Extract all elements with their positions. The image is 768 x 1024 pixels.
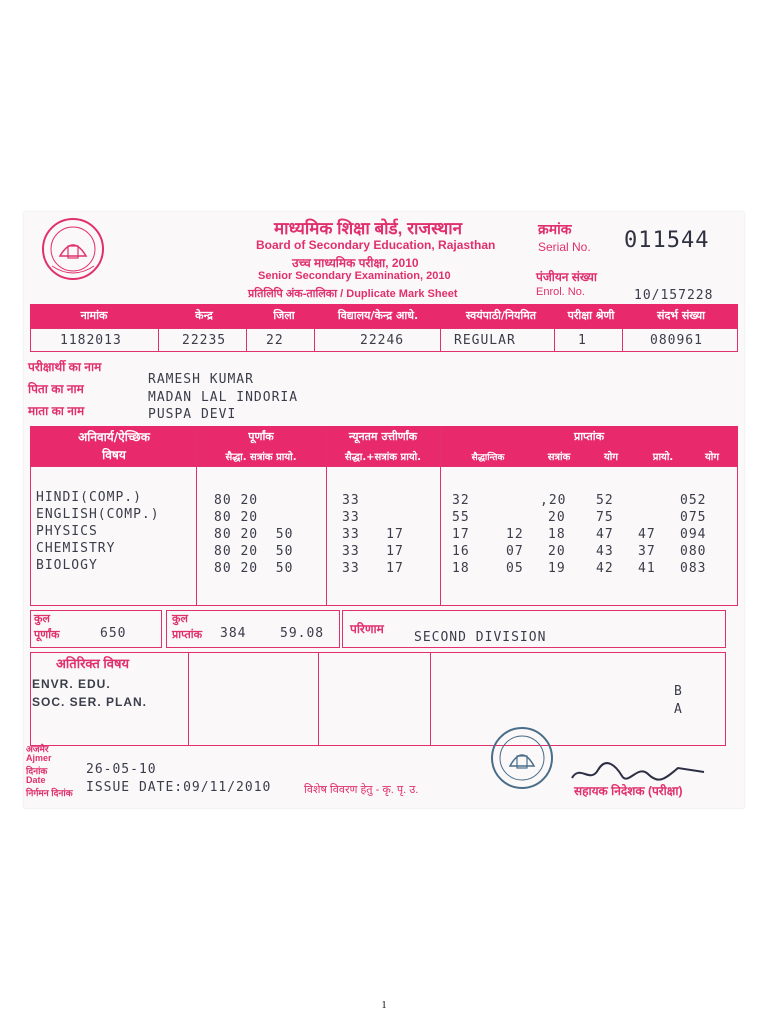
- min-marks: 33 17: [342, 527, 404, 542]
- total-obtained-label-2: प्राप्तांक: [172, 629, 203, 641]
- school-code: 22246: [360, 333, 405, 348]
- obtained-grand-total: योग: [704, 452, 720, 463]
- board-name-hindi: माध्यमिक शिक्षा बोर्ड, राजस्थान: [274, 219, 463, 238]
- exam-class: 1: [578, 333, 587, 348]
- header-class: परीक्षा श्रेणी: [567, 309, 615, 322]
- max-marks: 80 20: [214, 493, 259, 508]
- date-hindi: दिनांक: [26, 766, 48, 776]
- header-roll-no: नामांक: [80, 309, 108, 322]
- total-max-marks: 650: [100, 626, 127, 641]
- centre-code: 22235: [182, 333, 227, 348]
- candidate-name: RAMESH KUMAR: [148, 372, 254, 387]
- obtained-practical-mark: 47: [638, 527, 656, 542]
- candidate-name-label: परीक्षार्थी का नाम: [28, 360, 102, 374]
- min-marks: 33 17: [342, 544, 404, 559]
- obtained-total-mark: 080: [680, 544, 707, 559]
- additional-grade: B: [674, 684, 683, 699]
- enrol-number: 10/157228: [634, 288, 714, 303]
- father-name-label: पिता का नाम: [28, 382, 84, 396]
- header-regular: स्वयंपाठी/नियमित: [465, 309, 537, 322]
- obtained-sessional-mark: ,20: [540, 493, 567, 508]
- max-marks-sub: सैद्धा. सत्रांक प्रायो.: [225, 452, 297, 463]
- subject-label: विषय: [102, 448, 126, 462]
- min-marks-sub: सैद्धा.+सत्रांक प्रायो.: [344, 452, 422, 463]
- sheet-type: प्रतिलिपि अंक-तालिका / Duplicate Mark Sheet: [248, 288, 458, 300]
- enrol-label-english: Enrol. No.: [536, 286, 585, 298]
- obtained-theory-mark-2: 12: [506, 527, 524, 542]
- district-code: 22: [266, 333, 284, 348]
- result-division: SECOND DIVISION: [414, 630, 547, 645]
- serial-number: 011544: [624, 228, 710, 253]
- father-name: MADAN LAL INDORIA: [148, 390, 299, 405]
- obtained-sessional-mark: 20: [548, 544, 566, 559]
- obtained-theory-mark-2: 05: [506, 561, 524, 576]
- obtained-total-mark: 052: [680, 493, 707, 508]
- date-value: 26-05-10: [86, 762, 157, 777]
- mother-name: PUSPA DEVI: [148, 407, 237, 422]
- exam-name-hindi: उच्च माध्यमिक परीक्षा, 2010: [292, 256, 419, 270]
- subject-name: HINDI(COMP.): [36, 490, 142, 505]
- max-marks: 80 20 50: [214, 544, 294, 559]
- obtained-theory-mark: 16: [452, 544, 470, 559]
- serial-label-hindi: क्रमांक: [538, 221, 572, 237]
- board-emblem-icon: [40, 216, 106, 282]
- obtained-theory-mark: 17: [452, 527, 470, 542]
- reference-number: 080961: [650, 333, 703, 348]
- additional-subjects-title: अतिरिक्त विषय: [56, 656, 130, 671]
- issue-date-hindi: निर्गमन दिनांक: [26, 788, 73, 798]
- obtained-marks-title: प्राप्तांक: [573, 430, 605, 443]
- candidate-type: REGULAR: [454, 333, 516, 348]
- header-school: विद्यालय/केन्द्र आधे.: [337, 309, 419, 322]
- obtained-total-mark: 083: [680, 561, 707, 576]
- obtained-theory: सैद्धान्तिक: [471, 453, 505, 463]
- signatory-title: सहायक निदेशक (परीक्षा): [574, 784, 683, 798]
- total-max-label-2: पूर्णांक: [34, 629, 60, 641]
- obtained-total-mark: 075: [680, 510, 707, 525]
- place-english: Ajmer: [26, 753, 52, 763]
- total-max-label-1: कुल: [34, 613, 50, 625]
- place-hindi: अजमेर: [26, 744, 49, 754]
- note-text: विशेष विवरण हेतु - कृ. पृ. उ.: [304, 784, 419, 796]
- header-centre: केन्द्र: [195, 309, 213, 322]
- obtained-practical-mark: 41: [638, 561, 656, 576]
- result-label: परिणाम: [350, 622, 384, 636]
- max-marks: 80 20 50: [214, 561, 294, 576]
- date-english: Date: [26, 775, 46, 785]
- subject-name: ENGLISH(COMP.): [36, 507, 160, 522]
- exam-name-english: Senior Secondary Examination, 2010: [258, 270, 451, 282]
- subject-type-label: अनिवार्य/ऐच्छिक: [78, 430, 150, 444]
- additional-subject: SOC. SER. PLAN.: [32, 695, 148, 709]
- mother-name-label: माता का नाम: [28, 404, 85, 418]
- roll-number: 1182013: [60, 333, 122, 348]
- page-number: 1: [381, 1000, 387, 1011]
- board-name-english: Board of Secondary Education, Rajasthan: [256, 238, 496, 252]
- obtained-total-mark: 094: [680, 527, 707, 542]
- additional-grade: A: [674, 702, 683, 717]
- obtained-theory-mark: 32: [452, 493, 470, 508]
- mark-sheet: [24, 212, 744, 808]
- max-marks-title: पूर्णांक: [248, 430, 274, 443]
- obtained-theory-mark-2: 07: [506, 544, 524, 559]
- min-marks: 33: [342, 510, 360, 525]
- subject-name: CHEMISTRY: [36, 541, 116, 556]
- obtained-practical: प्रायो.: [652, 452, 674, 463]
- max-marks: 80 20: [214, 510, 259, 525]
- additional-subject: ENVR. EDU.: [32, 677, 111, 691]
- min-marks: 33: [342, 493, 360, 508]
- obtained-sum-mark: 42: [596, 561, 614, 576]
- max-marks: 80 20 50: [214, 527, 294, 542]
- enrol-label-hindi: पंजीयन संख्या: [536, 270, 597, 284]
- seal-stamp-icon: [490, 726, 554, 790]
- obtained-theory-mark: 18: [452, 561, 470, 576]
- min-marks-title: न्यूनतम उत्तीर्णांक: [348, 430, 418, 443]
- obtained-sum-mark: 75: [596, 510, 614, 525]
- obtained-theory-mark: 55: [452, 510, 470, 525]
- percentage: 59.08: [280, 626, 325, 641]
- subject-name: PHYSICS: [36, 524, 98, 539]
- serial-label-english: Serial No.: [538, 240, 591, 254]
- obtained-sessional-mark: 19: [548, 561, 566, 576]
- subject-name: BIOLOGY: [36, 558, 98, 573]
- issue-date-value: ISSUE DATE:09/11/2010: [86, 780, 272, 795]
- obtained-sum: योग: [603, 452, 619, 463]
- total-obtained-label-1: कुल: [172, 613, 188, 625]
- obtained-sessional: सत्रांक: [547, 452, 571, 463]
- obtained-sum-mark: 43: [596, 544, 614, 559]
- total-obtained-marks: 384: [220, 626, 247, 641]
- obtained-sessional-mark: 18: [548, 527, 566, 542]
- obtained-practical-mark: 37: [638, 544, 656, 559]
- min-marks: 33 17: [342, 561, 404, 576]
- obtained-sessional-mark: 20: [548, 510, 566, 525]
- header-district: जिला: [273, 309, 295, 322]
- obtained-sum-mark: 52: [596, 493, 614, 508]
- header-reference: संदर्भ संख्या: [657, 309, 705, 322]
- obtained-sum-mark: 47: [596, 527, 614, 542]
